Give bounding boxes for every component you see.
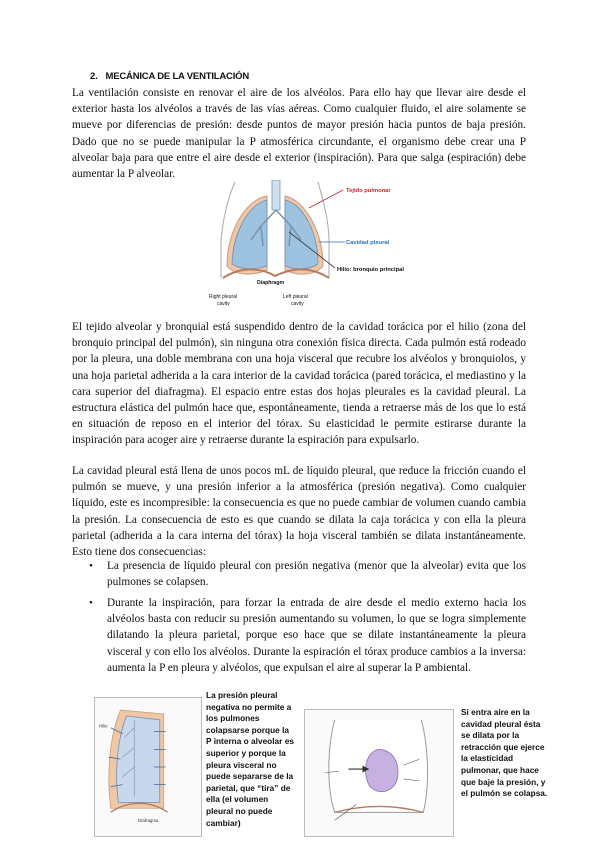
label-hilio: Hilio: [98, 723, 108, 729]
bullet-icon: •: [89, 597, 93, 609]
label-left-cavity: cavity: [291, 301, 304, 307]
label-diaphragm: Diaphragm: [257, 280, 285, 286]
label-left-pleural: Left pleural: [283, 294, 308, 300]
bullet-icon: •: [89, 560, 93, 572]
section-number: 2.: [90, 71, 98, 82]
paragraph-intro: La ventilación consiste en renovar el aire de los alvéolos. Para ello hay que llevar aire desde el exterior hasta los alvéolos a través de las vías aéreas. Como cualquier fluido, el aire solamente se mueve por diferencias de presión: desde puntos de mayor presión hacia puntos de baja presión. Dado que no se puede manipular la P atmosférica circundante, el organismo debe crear una P alveolar baja para que entre el aire desde el exterior (inspiración). Para que salga (espiración) debe aumentar la P alveolar.: [72, 87, 526, 181]
label-hilio: Hilio: bronquio principal: [337, 267, 404, 273]
pleural-pressure-diagram: [94, 697, 202, 837]
list-item-text: La presencia de líquido pleural con presión negativa (menor que la alveolar) evita que los pulmones se colapsen.: [107, 560, 526, 589]
caption-pneumothorax: Si entra aire en la cavidad pleural ésta se dilata por la retracción que ejerce la elasticidad pulmonar, que hace que baje la presión, y el pulmón se colapsa.: [461, 707, 548, 799]
lung-shape: [117, 716, 160, 802]
label-diafragma: Diafragma: [138, 817, 159, 823]
trachea: [272, 180, 280, 210]
section-heading: [90, 71, 249, 82]
section-title: MECÁNICA DE LA VENTILACIÓN: [105, 71, 249, 82]
list-item: [72, 595, 526, 676]
list-item: [72, 558, 526, 590]
paragraph-pleural-fluid: La cavidad pleural está llena de unos pocos mL de líquido pleural, que reduce la fricción cuando el pulmón se mueve, y una presión inferior a la atmosférica (presión negativa). Como cualquier líquido, este es incompresible: la consecuencia es que no puede cambiar de volumen cuando cambia la presión. La consecuencia de esto es que cuando se dilata la caja torácica y con ella la pleura parietal (adherida a la cara interna del tórax) la hoja visceral también se dilata instantáneamente. Esto tiene dos consecuencias:: [72, 465, 526, 559]
label-right-cavity: cavity: [217, 301, 230, 307]
label-right-pleural: Right pleural: [209, 294, 238, 300]
label-cavidad-pleural: Cavidad pleural: [346, 240, 390, 246]
pneumothorax-diagram: [304, 709, 454, 837]
caption-pleural-pressure: La presión pleural negativa no permite a los pulmones colapsarse porque la P interna o alveolar es superior y porque la pleura visceral no puede separarse de la parietal, que “tira” de ella (el volumen pleural no puede cambiar): [206, 690, 294, 828]
paragraph-pleura: El tejido alveolar y bronquial está suspendido dentro de la cavidad torácica por el hilio (zona del bronquio principal del pulmón), sin ninguna otra conexión física directa. Cada pulmón está rodeado por la pleura, una doble membrana con una hoja visceral que recubre los alvéolos y bronquiolos, y una hoja parietal adherida a la cara interior de la cavidad torácica (pared torácica, el mediastino y la cara superior del diafragma). El espacio entre estas dos hojas pleurales es la cavidad pleural. La estructura elástica del pulmón hace que, espontáneamente, tienda a retraerse más de los que lo está en situación de reposo en el interior del tórax. Su elasticidad le permite estirarse durante la inspiración para acoger aire y retraerse durante la espiración para expulsarlo.: [72, 321, 526, 447]
label-tejido-pulmonar: Tejido pulmonar: [346, 188, 391, 194]
list-item-text: Durante la inspiración, para forzar la entrada de aire desde el medio externo hacia los alvéolos basta con reducir su presión aumentando su volumen, lo que se logra simplemente dilatando la pleura parietal, porque eso hace que se dilate instantáneamente la pleura visceral y con ello los alvéolos. Durante la espiración el tórax produce cambios a la inversa: aumenta la P en pleura y alvéolos, que expulsan el aire al superar la P ambiental.: [107, 597, 526, 674]
diaphragm: [223, 269, 329, 278]
lungs-pleura-diagram: [205, 180, 420, 308]
